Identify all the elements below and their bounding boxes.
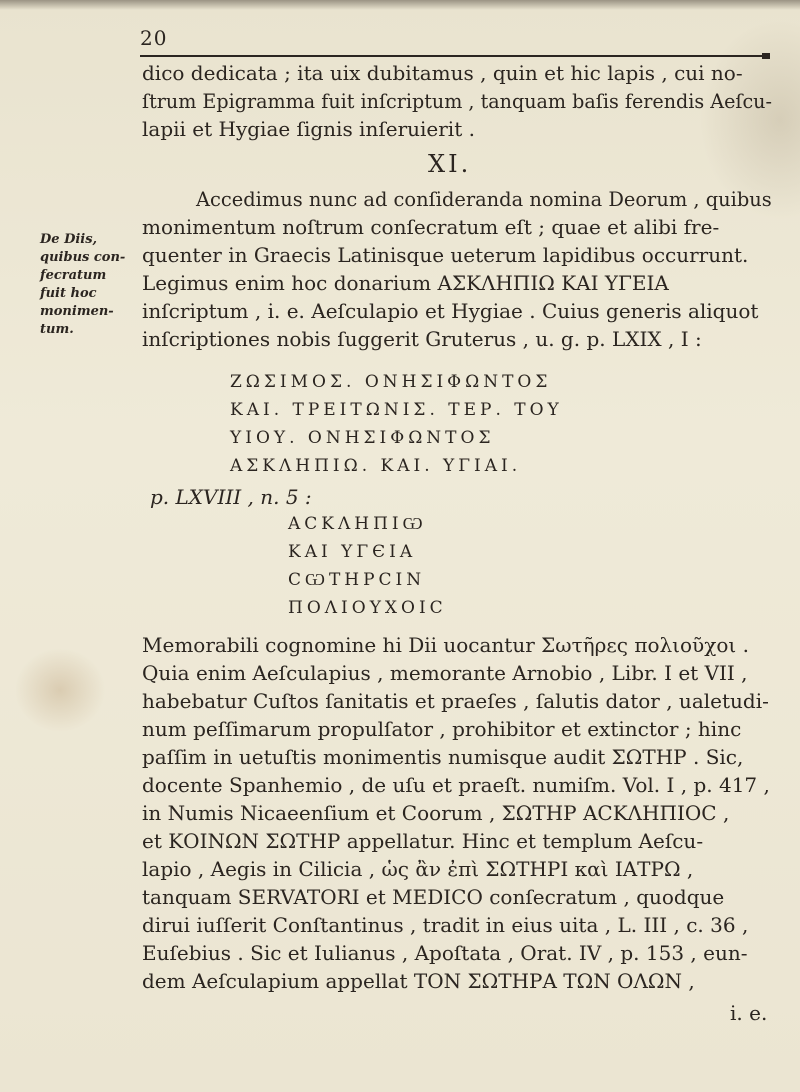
- inscription-line: ΚΑΙ. ΤΡΕΙΤΩΝΙΣ. ΤΕΡ. ΤΟΥ: [230, 400, 563, 420]
- inscription-line: ΑΣΚΛΗΠΙΩ. ΚΑΙ. ΥΓΙΑΙ.: [230, 456, 522, 476]
- text-line: Accedimus nunc ad conſideranda nomina Deorum , quibus: [196, 187, 772, 211]
- text-line: quenter in Graecis Latinisque ueterum lapidibus occurrunt.: [142, 243, 749, 267]
- text-line: ſtrum Epigramma fuit inſcriptum , tanquam baſis ferendis Aeſcu-: [142, 89, 772, 113]
- inscription-line: ΠΟΛΙΟΥΧΟΙC: [288, 598, 447, 618]
- text-line: et ΚΟΙΝΩΝ ΣΩΤΗΡ appellatur. Hinc et templum Aeſcu-: [142, 829, 704, 853]
- text-line: inſcriptum , i. e. Aeſculapio et Hygiae . Cuius generis aliquot: [142, 299, 759, 323]
- text-line: habebatur Cuſtos ſanitatis et praeſes , ſalutis dator , ualetudi-: [142, 689, 769, 713]
- text-line: monimentum noſtrum conſecratum eſt ; quae et alibi fre-: [142, 215, 720, 239]
- inscription-line: CѠΤΗΡCΙΝ: [288, 570, 426, 590]
- text-line: dico dedicata ; ita uix dubitamus , quin et hic lapis , cui no-: [142, 61, 743, 85]
- inscription-line: ΚΑΙ ΥΓЄΙΑ: [288, 542, 417, 562]
- text-line: Legimus enim hoc donarium ΑΣΚΛΗΠΙΩ ΚΑΙ ΥΓΕΙΑ: [142, 271, 669, 295]
- margin-note-line: fecratum: [40, 268, 107, 283]
- page-number: 20: [140, 26, 168, 50]
- text-line: lapii et Hygiae ſignis inſeruierit .: [142, 117, 475, 141]
- text-line: Euſebius . Sic et Iulianus , Apoſtata , Orat. IV , p. 153 , eun-: [142, 941, 748, 965]
- margin-note-line: tum.: [40, 322, 74, 337]
- text-line: Memorabili cognomine hi Dii uocantur Σωτῆρες πολιοῦχοι .: [142, 633, 749, 657]
- header-rule: [140, 55, 766, 57]
- margin-note-line: De Diis,: [40, 232, 98, 247]
- text-line: Quia enim Aeſculapius , memorante Arnobio , Libr. I et VII ,: [142, 661, 748, 685]
- inscription-line: ΑCΚΛΗΠΙѠ: [288, 514, 427, 534]
- inscription-line: ΖΩΣΙΜΟΣ. ΟΝΗΣΙΦΩΝΤΟΣ: [230, 372, 552, 392]
- section-number: XI.: [428, 150, 472, 178]
- margin-note-line: monimen-: [40, 304, 114, 319]
- text-line: dirui iuſſerit Conſtantinus , tradit in eius uita , L. III , c. 36 ,: [142, 913, 749, 937]
- reference-line: p. LXVIII , n. 5 :: [150, 485, 312, 509]
- margin-note-line: fuit hoc: [40, 286, 97, 301]
- text-line: tanquam SERVATORI et MEDICO conſecratum , quodque: [142, 885, 725, 909]
- text-line: num peſſimarum propulſator , prohibitor et extinctor ; hinc: [142, 717, 742, 741]
- page-edge-shadow: [0, 0, 800, 10]
- text-line: inſcriptiones nobis ſuggerit Gruterus , u. g. p. LXIX , I :: [142, 327, 702, 351]
- inscription-line: ΥΙΟΥ. ΟΝΗΣΙΦΩΝΤΟΣ: [230, 428, 495, 448]
- text-line: in Numis Nicaeenſium et Coorum , ΣΩΤΗΡ ΑCΚΛΗΠΙΟC ,: [142, 801, 730, 825]
- text-line: dem Aeſculapium appellat ΤΟΝ ΣΩΤΗΡΑ ΤΩΝ ΟΛΩΝ ,: [142, 969, 695, 993]
- margin-note-line: quibus con-: [40, 250, 126, 265]
- text-line: docente Spanhemio , de uſu et praeſt. numiſm. Vol. I , p. 417 ,: [142, 773, 770, 797]
- text-line: paſſim in uetuſtis monimentis numisque audit ΣΩΤΗΡ . Sic,: [142, 745, 744, 769]
- catchword: i. e.: [730, 1001, 768, 1025]
- text-line: lapio , Aegis in Cilicia , ὡς ἂν ἐπὶ ΣΩΤΗΡΙ καὶ ΙΑΤΡΩ ,: [142, 857, 694, 881]
